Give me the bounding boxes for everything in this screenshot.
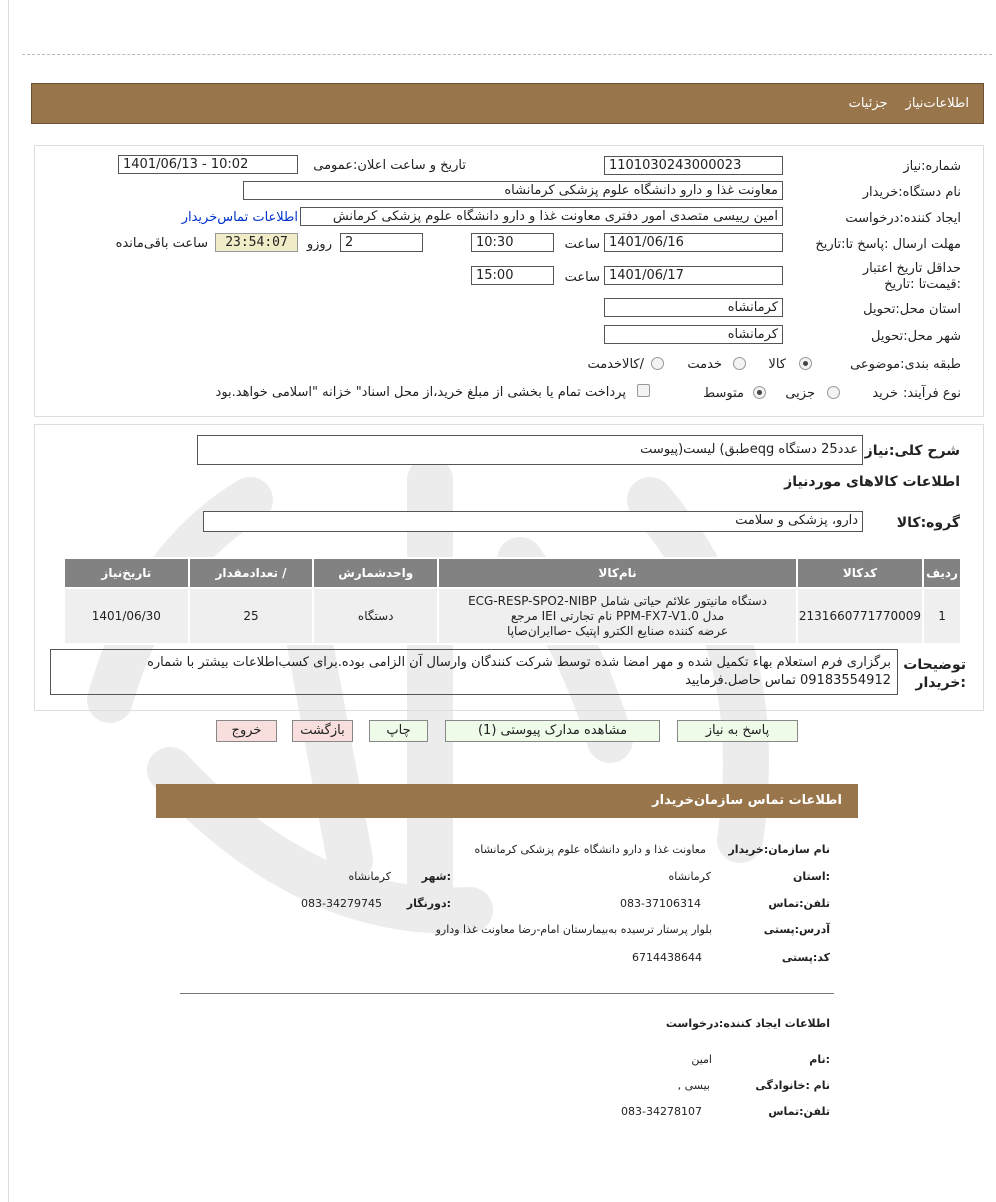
city-field: کرمانشاه [604, 325, 783, 344]
contact-postal-label: کد:پستی [781, 951, 830, 964]
tab-details[interactable]: جزئیات [848, 96, 888, 111]
deadline-label: مهلت ارسال :پاسخ تا:تاریخ [815, 237, 961, 252]
goods-group-label: گروه:کالا [896, 515, 960, 531]
announce-label: تاریخ و ساعت اعلان:عمومی [313, 158, 466, 173]
col-qty: / تعدادمقدار [189, 558, 314, 588]
goods-table [63, 557, 962, 645]
contact-city-value: کرمانشاه [348, 870, 391, 883]
goods-group-field: دارو، پزشکی و سلامت [203, 511, 863, 532]
summary-field: عدد25 دستگاه eqgطبق) لیست(پیوست [197, 435, 863, 465]
deadline-date-field: 1401/06/16 [604, 233, 783, 252]
creator-family-value: بیسی , [677, 1079, 710, 1092]
validity-hour-label: ساعت [564, 270, 600, 285]
category-service-label: خدمت [687, 357, 722, 372]
section-divider [180, 993, 834, 994]
goods-info-title: اطلاعات کالاهای موردنیاز [784, 474, 960, 490]
creator-phone-value: 083-34278107 [621, 1105, 702, 1118]
contact-fax-label: :دورنگار [406, 897, 451, 910]
top-dashed-divider [22, 54, 992, 55]
process-medium-radio[interactable] [753, 386, 766, 399]
deadline-hour-label: ساعت [564, 237, 600, 252]
category-goods-radio[interactable] [799, 357, 812, 370]
print-button[interactable]: چاپ [369, 720, 428, 742]
category-goods-label: کالا [768, 357, 786, 372]
buyer-contact-link[interactable]: اطلاعات تماس‌خریدار [181, 210, 298, 225]
summary-label: شرح کلی:نیاز [864, 443, 960, 459]
creator-label: ایجاد کننده:درخواست [845, 211, 961, 226]
validity-time-field: 15:00 [471, 266, 554, 285]
creator-family-label: نام :خانوادگی [755, 1079, 830, 1092]
contact-section-header [156, 784, 858, 818]
creator-phone-label: تلفن:تماس [768, 1105, 830, 1118]
cell-name-line2: مدل PPM-FX7-V1.0 نام تجارتی IEI مرجع [510, 608, 725, 623]
validity-date-field: 1401/06/17 [604, 266, 783, 285]
buyer-notes-field: برگزاری فرم استعلام بهاء تکمیل شده و مهر امضا شده توسط شرکت کنندگان وارسال آن الزامی بوده.برای کسب‌اطلاعات بیشتر با شماره 09183554912 تماس حاصل.فرمایید [50, 649, 898, 695]
contact-org-label: نام سازمان:خریدار [728, 843, 830, 856]
contact-city-label: :شهر [421, 870, 451, 883]
cell-date: 1401/06/30 [64, 588, 189, 644]
treasury-payment-note: پرداخت تمام یا بخشی از مبلغ خرید،از محل اسناد" خزانه "اسلامی خواهد.بود [215, 385, 626, 400]
cell-name-line3: عرضه کننده صنایع الکترو اپتیک -صاایران‌صاپا [507, 623, 729, 638]
category-both-label: /کالاخدمت [587, 357, 644, 372]
validity-label: حداقل تاریخ اعتبار :قیمت‌تا :تاریخ [862, 261, 961, 292]
contact-postal-value: 6714438644 [632, 951, 702, 964]
contact-address-value: بلوار پرستار ترسیده به‌بیمارستان امام-رضا معاونت غذا ودارو [435, 923, 712, 936]
deadline-time-field: 10:30 [471, 233, 554, 252]
cell-unit: دستگاه [313, 588, 438, 644]
cell-name-line1: دستگاه مانیتور علائم حیاتی شامل ECG-RESP-SPO2-NIBP [468, 593, 767, 608]
left-border-line [8, 0, 9, 1202]
process-label: نوع فرآیند: [903, 386, 961, 401]
creator-field: امین رییسی متصدی امور دفتری معاونت غذا و دارو دانشگاه علوم پزشکی کرمانش [300, 207, 783, 226]
cell-code: 2131660771770009 [797, 588, 923, 644]
contact-province-value: کرمانشاه [668, 870, 711, 883]
treasury-payment-checkbox[interactable] [637, 384, 650, 397]
reply-button[interactable]: پاسخ به نیاز [677, 720, 798, 742]
need-number-field: 1101030243000023 [604, 156, 783, 175]
cell-row: 1 [923, 588, 961, 644]
need-number-label: شماره:نیاز [903, 159, 961, 174]
contact-province-label: :استان [793, 870, 830, 883]
process-buy-label: خرید [872, 386, 898, 401]
days-label: روزو [306, 237, 332, 252]
creator-name-value: امین [691, 1053, 712, 1066]
page-header-bar [31, 83, 984, 124]
buyer-org-label: نام دستگاه:خریدار [862, 185, 961, 200]
contact-phone-label: تلفن:تماس [768, 897, 830, 910]
col-name: نام‌کالا [438, 558, 797, 588]
buyer-org-field: معاونت غذا و دارو دانشگاه علوم پزشکی کرمانشاه [243, 181, 783, 200]
contact-address-label: آدرس:پستی [763, 923, 830, 936]
process-partial-radio[interactable] [827, 386, 840, 399]
process-medium-label: متوسط [703, 386, 744, 401]
table-row [64, 588, 961, 644]
announce-datetime-field: 1401/06/13 - 10:02 [118, 155, 298, 174]
view-attachments-button[interactable]: مشاهده مدارک پیوستی (1) [445, 720, 660, 742]
contact-fax-value: 083-34279745 [301, 897, 382, 910]
days-field: 2 [340, 233, 423, 252]
contact-section-title: اطلاعات تماس سازمان‌خریدار [652, 793, 842, 808]
city-label: شهر محل:تحویل [871, 329, 961, 344]
tab-need-info[interactable]: اطلاعات‌نیاز [905, 96, 969, 111]
contact-org-value: معاونت غذا و دارو دانشگاه علوم پزشکی کرمانشاه [474, 843, 706, 856]
province-label: استان محل:تحویل [863, 302, 961, 317]
cell-name [438, 588, 797, 644]
category-label: طبقه بندی:موضوعی [850, 357, 961, 372]
col-code: کدکالا [797, 558, 923, 588]
creator-name-label: :نام [809, 1053, 830, 1066]
remaining-timer: 23:54:07 [215, 233, 298, 252]
cell-qty: 25 [189, 588, 314, 644]
creator-info-title: اطلاعات ایجاد کننده:درخواست [665, 1017, 830, 1030]
category-both-radio[interactable] [651, 357, 664, 370]
buyer-notes-label: توضیحات :خریدار [903, 657, 966, 691]
contact-phone-value: 083-37106314 [620, 897, 701, 910]
col-unit: واحدشمارش [313, 558, 438, 588]
back-button[interactable]: بازگشت [292, 720, 353, 742]
col-row: ردیف [923, 558, 961, 588]
col-date: تاریخ‌نیاز [64, 558, 189, 588]
process-partial-label: جزیی [785, 386, 815, 401]
remaining-label: ساعت باقی‌مانده [115, 236, 208, 251]
exit-button[interactable]: خروج [216, 720, 277, 742]
category-service-radio[interactable] [733, 357, 746, 370]
province-field: کرمانشاه [604, 298, 783, 317]
